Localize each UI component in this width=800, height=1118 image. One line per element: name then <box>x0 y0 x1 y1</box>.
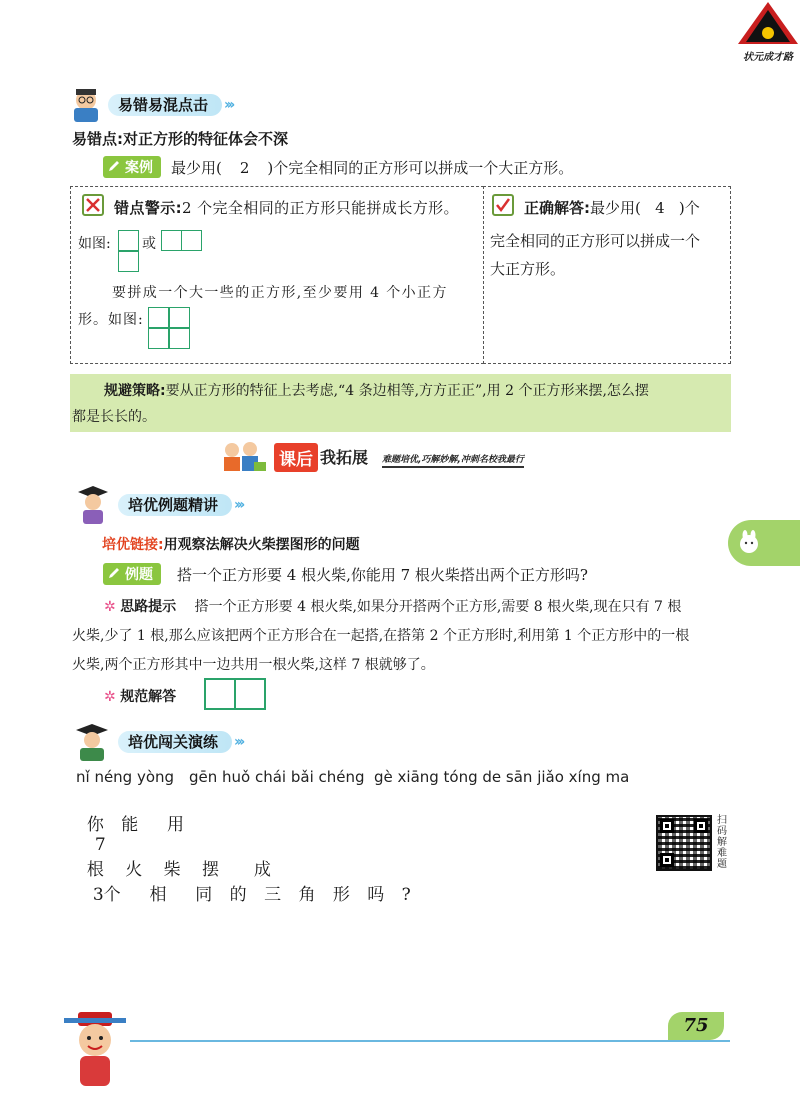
hint-line-1 <box>104 596 681 616</box>
big-square-tl <box>148 307 170 329</box>
sentence-part-1: 你 能 用 <box>86 815 191 835</box>
flower-icon: ✲ <box>104 599 116 615</box>
case-tag-label: 案例 <box>125 160 153 176</box>
explain-line-1: 要拼成一个大一些的正方形,至少要用 4 个小正方 <box>112 285 448 301</box>
case-answer: 2 <box>239 158 250 177</box>
case-line <box>103 156 573 178</box>
mistake-point <box>72 128 288 149</box>
match-square-right <box>234 678 266 710</box>
pencil-icon <box>107 159 121 173</box>
answer-label: 规范解答 <box>120 689 177 705</box>
qr-caption: 扫码解难题 <box>717 815 727 870</box>
example-section-header <box>74 484 242 526</box>
mistake-section-header <box>68 86 232 124</box>
sentence-part-3: 个 相 同 的 三 角 形 吗 ? <box>103 885 417 905</box>
horizontal-square-right <box>181 230 202 251</box>
case-tag <box>103 156 161 178</box>
example-tag-label: 例题 <box>125 567 153 583</box>
warning-text: 2 个完全相同的正方形只能拼成长方形。 <box>182 199 459 217</box>
brand-logo-text: 状元成才路 <box>743 52 793 63</box>
correct-line-1 <box>524 197 700 218</box>
case-suffix: )个完全相同的正方形可以拼成一个大正方形。 <box>267 158 574 177</box>
after-class-title-a: 课后 <box>274 443 318 472</box>
section-title: 培优闯关演练 <box>118 731 232 753</box>
check-mark-icon <box>492 194 514 216</box>
hint-line-3: 火柴,两个正方形其中一边共用一根火柴,这样 7 根就够了。 <box>72 657 435 673</box>
students-group-icon <box>220 440 268 474</box>
chevrons-icon: ››› <box>234 497 243 513</box>
big-square-bl <box>148 327 170 349</box>
teacher-mascot-icon <box>68 86 108 124</box>
example-text: 搭一个正方形要 4 根火柴,你能用 7 根火柴搭出两个正方形吗? <box>177 565 588 584</box>
link-line <box>102 534 360 554</box>
bunny-face-icon <box>736 530 762 556</box>
chevrons-icon: ››› <box>224 97 233 113</box>
strategy-line-1 <box>104 380 649 400</box>
big-square-br <box>168 327 190 349</box>
strategy-line-2: 都是长长的。 <box>72 409 156 425</box>
case-question <box>171 157 573 178</box>
footer-line <box>130 1040 730 1042</box>
mistake-point-text: 对正方形的特征体会不深 <box>123 130 289 148</box>
example-tag <box>103 563 161 585</box>
figure-label-1: 如图: <box>78 236 111 252</box>
single-square-bottom <box>118 251 139 272</box>
correct-suffix: )个 <box>678 199 700 217</box>
or-text: 或 <box>142 236 156 252</box>
explain-line-2: 形。如图: <box>78 312 144 328</box>
correct-answer: 4 <box>655 199 665 217</box>
mistake-point-label: 易错点: <box>72 130 123 148</box>
wrong-mark-icon <box>82 194 104 216</box>
horizontal-square-left <box>161 230 182 251</box>
pinyin-2: gēn huǒ chái bǎi chéng <box>189 768 365 786</box>
correct-line-3: 大正方形。 <box>490 260 566 278</box>
hint-text-1: 搭一个正方形要 4 根火柴,如果分开搭两个正方形,需要 8 根火柴,现在只有 7 根 <box>194 599 682 615</box>
doctor-mascot-icon <box>70 722 114 762</box>
hint-label: 思路提示 <box>120 599 177 615</box>
number-7: 7 <box>94 835 106 855</box>
pinyin-1: nǐ néng yòng <box>76 768 175 786</box>
section-title: 易错易混点击 <box>108 94 222 116</box>
strategy-label: 规避策略: <box>104 383 166 399</box>
section-title: 培优例题精讲 <box>118 494 232 516</box>
single-square-top <box>118 230 139 251</box>
after-class-banner <box>220 440 600 476</box>
link-text: 用观察法解决火柴摆图形的问题 <box>163 537 360 553</box>
qr-code[interactable] <box>656 815 712 871</box>
hint-line-2: 火柴,少了 1 根,那么应该把两个正方形合在一起搭,在搭第 2 个正方形时,利用第 1 个正方形中的一根 <box>72 628 690 644</box>
answer-line <box>104 686 176 706</box>
page-number: 75 <box>683 1015 709 1036</box>
graduate-mascot-icon <box>74 484 112 526</box>
chevrons-icon: ››› <box>234 734 243 750</box>
link-label: 培优链接: <box>102 537 164 553</box>
after-class-title-b: 我拓展 <box>320 448 369 467</box>
pinyin-3: gè xiāng tóng de sān jiǎo xíng ma <box>374 768 630 786</box>
practice-section-header <box>70 722 242 762</box>
sentence-part-2: 根 火 柴 摆 成 <box>86 860 279 880</box>
big-square-tr <box>168 307 190 329</box>
example-line <box>103 563 588 585</box>
scholar-mascot-icon <box>60 1010 130 1090</box>
warning-line <box>114 197 459 218</box>
correct-prefix: 最少用( <box>590 199 641 217</box>
case-prefix: 最少用( <box>171 158 222 177</box>
question-sentence <box>76 790 417 905</box>
strategy-text-1: 要从正方形的特征上去考虑,“4 条边相等,方方正正”,用 2 个正方形来摆,怎么摆 <box>165 383 649 399</box>
correct-label: 正确解答: <box>524 199 590 217</box>
triangle-logo-icon <box>736 0 800 46</box>
pencil-icon <box>107 566 121 580</box>
flower-icon: ✲ <box>104 689 116 705</box>
brand-logo <box>736 0 800 68</box>
warning-label: 错点警示: <box>114 199 182 217</box>
match-square-left <box>204 678 236 710</box>
correct-line-2: 完全相同的正方形可以拼成一个 <box>490 232 701 250</box>
after-class-slogan: 难题培优,巧解妙解,冲刺名校我最行 <box>382 452 524 468</box>
number-3: 3 <box>92 885 104 905</box>
side-tab <box>728 520 800 566</box>
page-number-badge <box>668 1012 724 1040</box>
